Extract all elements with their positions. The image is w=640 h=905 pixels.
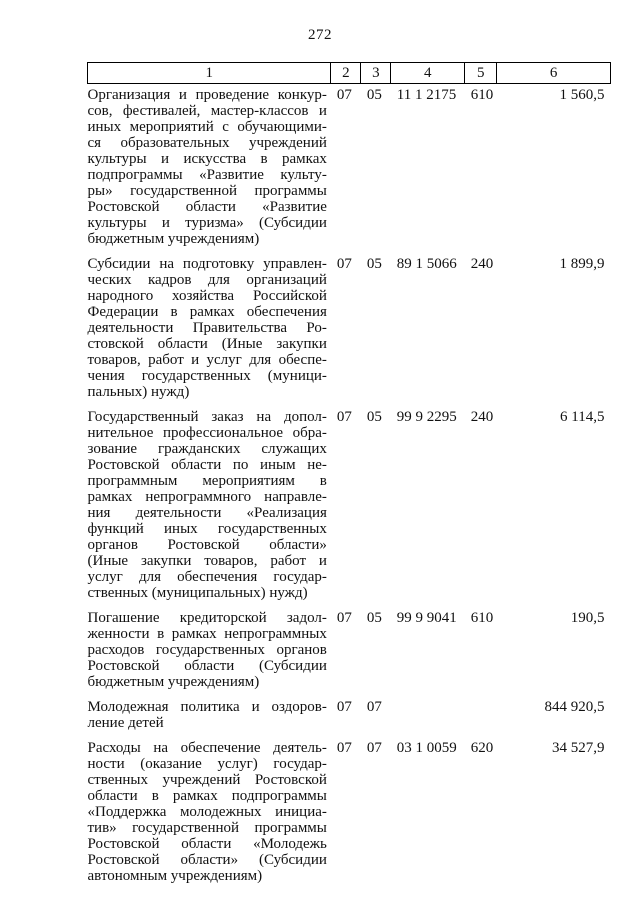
row-amount: 190,5 — [570, 610, 605, 626]
row-name-line: (Иные закупки товаров, работ и — [87, 553, 327, 569]
row-amount: 1 560,5 — [559, 87, 605, 103]
row-section-code: 07 — [336, 409, 352, 425]
row-name-line: программным мероприятиям в — [87, 473, 327, 489]
header-row — [88, 63, 611, 84]
row-name-line: Федерации в рамках обеспечения — [87, 304, 327, 320]
row-section-code: 07 — [336, 87, 352, 103]
row-name-line: Ростовской области «Развитие — [87, 199, 327, 215]
page-number: 272 — [308, 27, 332, 43]
table-row — [88, 610, 611, 699]
row-amount: 6 114,5 — [560, 409, 605, 425]
row-name-line: рамках непрограммного направле- — [87, 489, 327, 505]
header-col-section: 2 — [331, 63, 361, 84]
row-section-code: 07 — [336, 610, 352, 626]
row-name-line: ния деятельности «Реализация — [87, 505, 327, 521]
row-name — [88, 610, 331, 699]
row-expense-type: 240 — [470, 409, 494, 425]
row-name — [88, 740, 331, 893]
row-name-line: товаров, работ и услуг для обеспе- — [87, 352, 327, 368]
table-row — [88, 699, 611, 740]
row-name-line: подпрограммы «Развитие культу- — [87, 167, 327, 183]
row-name-line: пальных) нужд) — [87, 384, 190, 400]
row-section-code: 07 — [336, 699, 352, 715]
row-name-line: Ростовской области (Субсидии — [87, 658, 327, 674]
header-col-target-article: 4 — [391, 63, 465, 84]
row-name-line: Расходы на обеспечение деятель- — [87, 740, 327, 756]
row-name-line: бюджетным учреждениям) — [87, 231, 260, 247]
row-name-line: ся образовательных учреждений — [87, 135, 327, 151]
row-name — [88, 409, 331, 610]
row-subsection-code: 05 — [366, 256, 382, 272]
row-name-line: зование гражданских служащих — [87, 441, 327, 457]
row-name-line: органов Ростовской области» — [87, 537, 327, 553]
row-name-line: функций иных государственных — [87, 521, 327, 537]
row-name-line: расходов государственных органов — [87, 642, 327, 658]
row-name-line: деятельности Правительства Ро- — [87, 320, 327, 336]
row-name-line: ческих кадров для организаций — [87, 272, 327, 288]
header-col-subsection: 3 — [361, 63, 391, 84]
row-name-line: Молодежная политика и оздоров- — [87, 699, 327, 715]
row-amount: 844 920,5 — [544, 699, 605, 715]
row-name-line: «Поддержка молодежных инициа- — [87, 804, 327, 820]
row-target-article: 99 9 9041 — [396, 610, 457, 626]
row-name — [88, 84, 331, 257]
row-subsection-code: 07 — [366, 740, 382, 756]
row-subsection-code: 05 — [366, 87, 382, 103]
row-name-line: ры» государственной программы — [87, 183, 327, 199]
row-target-article: 99 9 2295 — [396, 409, 457, 425]
row-name-line: женности в рамках непрограммных — [87, 626, 327, 642]
row-section-code: 07 — [336, 256, 352, 272]
row-name-line: иных мероприятий с обучающими- — [87, 119, 327, 135]
row-name-line: Ростовской области «Молодежь — [87, 836, 327, 852]
table-header — [88, 63, 611, 84]
row-target-article: 11 1 2175 — [396, 87, 457, 103]
table-row — [88, 256, 611, 409]
row-name-line: сов, фестивалей, мастер-классов и — [87, 103, 327, 119]
row-expense-type: 240 — [470, 256, 494, 272]
row-expense-type: 610 — [470, 87, 494, 103]
row-name — [88, 256, 331, 409]
row-name-line: стовской области (Иные закупки — [87, 336, 327, 352]
row-name-line: автономным учреждениям) — [87, 868, 263, 884]
row-expense-type: 620 — [470, 740, 494, 756]
row-name-line: Ростовской области по иным не- — [87, 457, 327, 473]
row-name-line: Погашение кредиторской задол- — [87, 610, 327, 626]
row-name-line: области в рамках подпрограммы — [87, 788, 327, 804]
row-amount: 34 527,9 — [552, 740, 605, 756]
row-subsection-code: 05 — [366, 409, 382, 425]
table-row — [88, 84, 611, 257]
header-col-name: 1 — [88, 63, 331, 84]
table-row — [88, 740, 611, 893]
row-name-line: народного хозяйства Российской — [87, 288, 327, 304]
header-col-expense-type: 5 — [465, 63, 497, 84]
row-name-line: Субсидии на подготовку управлен- — [87, 256, 327, 272]
row-target-article: 03 1 0059 — [396, 740, 457, 756]
row-subsection-code: 07 — [366, 699, 382, 715]
budget-table — [87, 62, 611, 893]
row-subsection-code: 05 — [366, 610, 382, 626]
table-body — [88, 84, 611, 894]
row-expense-type: 610 — [470, 610, 494, 626]
row-name-line: Организация и проведение конкур- — [87, 87, 327, 103]
row-name-line: ление детей — [87, 715, 164, 731]
row-name-line: Государственный заказ на допол- — [87, 409, 327, 425]
row-name-line: нительное профессиональное обра- — [87, 425, 327, 441]
row-name-line: культуры и искусства в рамках — [87, 151, 327, 167]
table-row — [88, 409, 611, 610]
row-name-line: Ростовской области» (Субсидии — [87, 852, 327, 868]
row-name-line: ственных (муниципальных) нужд) — [87, 585, 308, 601]
row-target-article: 89 1 5066 — [396, 256, 457, 272]
row-name — [88, 699, 331, 740]
row-name-line: тив» государственной программы — [87, 820, 327, 836]
row-name-line: культуры и туризма» (Субсидии — [87, 215, 327, 231]
row-name-line: ственных учреждений Ростовской — [87, 772, 327, 788]
row-name-line: бюджетным учреждениям) — [87, 674, 260, 690]
row-expense-type — [465, 699, 497, 740]
row-target-article — [391, 699, 465, 740]
row-section-code: 07 — [336, 740, 352, 756]
row-name-line: услуг для обеспечения государ- — [87, 569, 327, 585]
row-name-line: чения государственных (муници- — [87, 368, 327, 384]
row-name-line: ности (оказание услуг) государ- — [87, 756, 327, 772]
header-col-amount: 6 — [497, 63, 611, 84]
row-amount: 1 899,9 — [559, 256, 605, 272]
